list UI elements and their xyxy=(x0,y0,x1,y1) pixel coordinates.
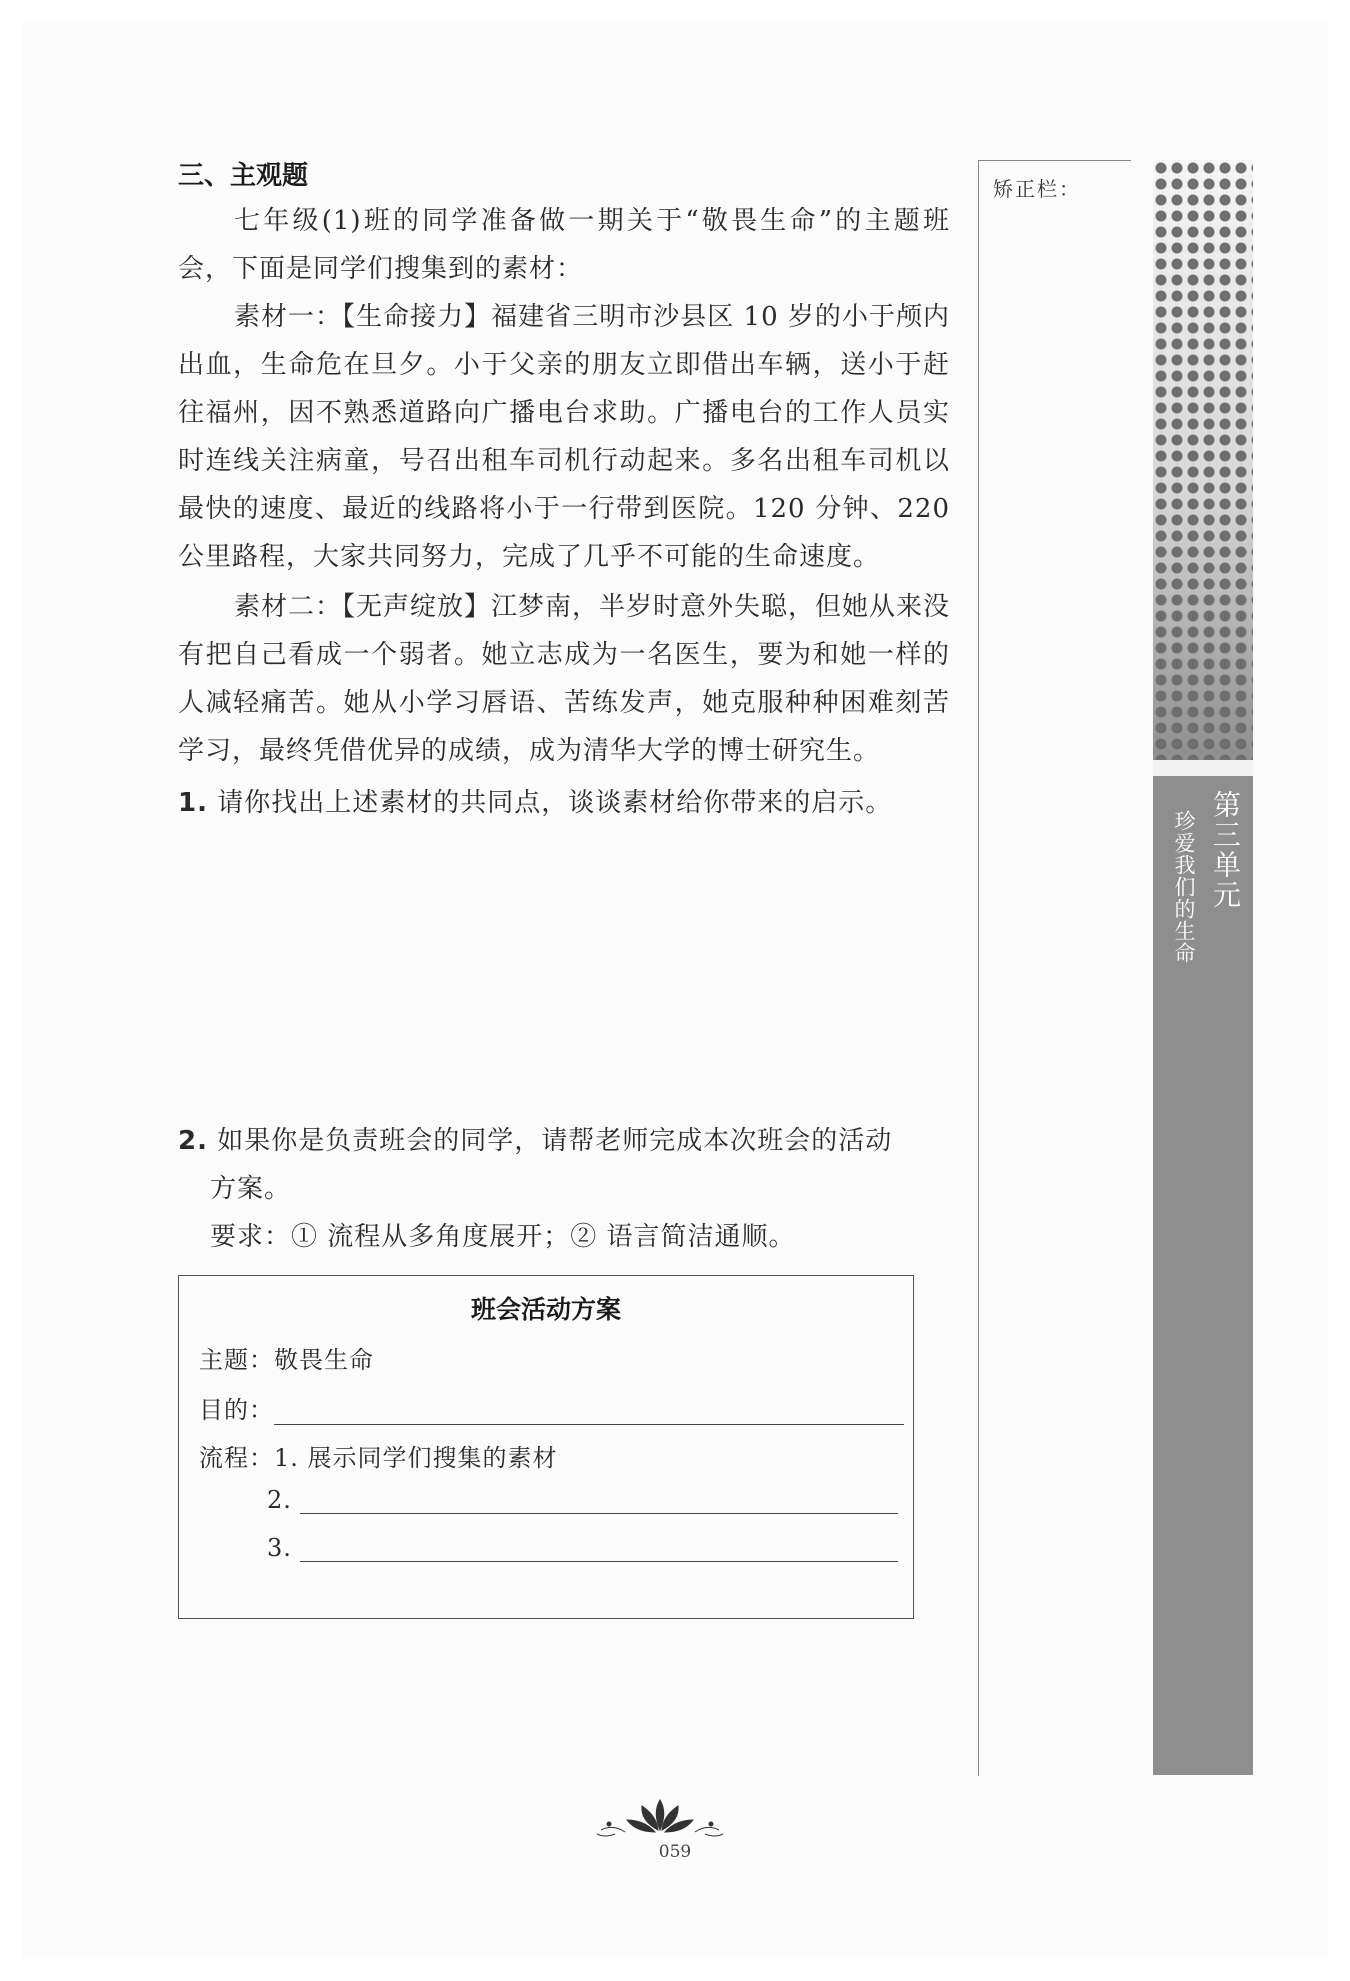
unit-subtitle: 珍爱我们的生命 xyxy=(1172,810,1196,964)
page-number: 059 xyxy=(658,1842,692,1862)
section-heading: 三、主观题 xyxy=(178,161,309,191)
question-1-text: 请你找出上述素材的共同点，谈谈素材给你带来的启示。 xyxy=(217,788,893,818)
plan-theme: 主题：敬畏生命 xyxy=(199,1346,374,1374)
material-2-paragraph: 素材二：【无声绽放】江梦南，半岁时意外失聪，但她从来没有把自己看成一个弱者。她立志成为一名医生，要为和她一样的人减轻痛苦。她从小学习唇语、苦练发声，她克服种种困难刻苦学习，最终凭借优异的成绩，成为清华大学的博士研究生。 xyxy=(178,592,951,766)
question-2 xyxy=(178,1117,950,1213)
plan-step-3-row xyxy=(267,1534,898,1562)
question-2-continuation: 方案。 xyxy=(210,1174,292,1204)
intro-paragraph: 七年级(1)班的同学准备做一期关于“敬畏生命”的主题班会，下面是同学们搜集到的素材： xyxy=(178,206,950,284)
material-1-paragraph: 素材一：【生命接力】福建省三明市沙县区 10 岁的小于颅内出血，生命危在旦夕。小于父亲的朋友立即借出车辆，送小于赶往福州，因不熟悉道路向广播电台求助。广播电台的工作人员实时连线关注病童，号召出租车司机行动起来。多名出租车司机以最快的速度、最近的线路将小于一行带到医院。120 分钟、220 公里路程，大家共同努力，完成了几乎不可能的生命速度。 xyxy=(178,302,950,572)
plan-step-2-row xyxy=(267,1486,898,1514)
question-2-requirement: 要求：① 流程从多角度展开；② 语言简洁通顺。 xyxy=(210,1222,796,1252)
question-1-number: 1. xyxy=(178,788,208,818)
plan-process: 流程：1. 展示同学们搜集的素材 xyxy=(199,1444,558,1472)
activity-plan-box xyxy=(178,1275,914,1619)
floral-ornament-icon xyxy=(595,1798,725,1840)
correction-column xyxy=(978,160,1131,1776)
correction-label: 矫正栏： xyxy=(993,177,1081,201)
plan-step-3-label: 3. xyxy=(267,1534,292,1562)
plan-purpose-label: 目的： xyxy=(199,1396,274,1424)
plan-step-2-label: 2. xyxy=(267,1486,292,1514)
halftone-pattern xyxy=(1153,160,1253,760)
step-3-blank-line[interactable] xyxy=(300,1537,898,1562)
unit-title: 第三单元 xyxy=(1209,790,1242,910)
side-divider xyxy=(1153,760,1253,776)
unit-side-tab xyxy=(1153,160,1253,1775)
question-2-text: 如果你是负责班会的同学，请帮老师完成本次班会的活动 xyxy=(217,1126,893,1156)
purpose-blank-line[interactable] xyxy=(274,1400,904,1425)
step-2-blank-line[interactable] xyxy=(300,1489,898,1514)
question-2-number: 2. xyxy=(178,1126,208,1156)
question-1 xyxy=(178,779,950,827)
plan-title: 班会活动方案 xyxy=(470,1295,621,1324)
plan-purpose-row xyxy=(199,1390,904,1425)
